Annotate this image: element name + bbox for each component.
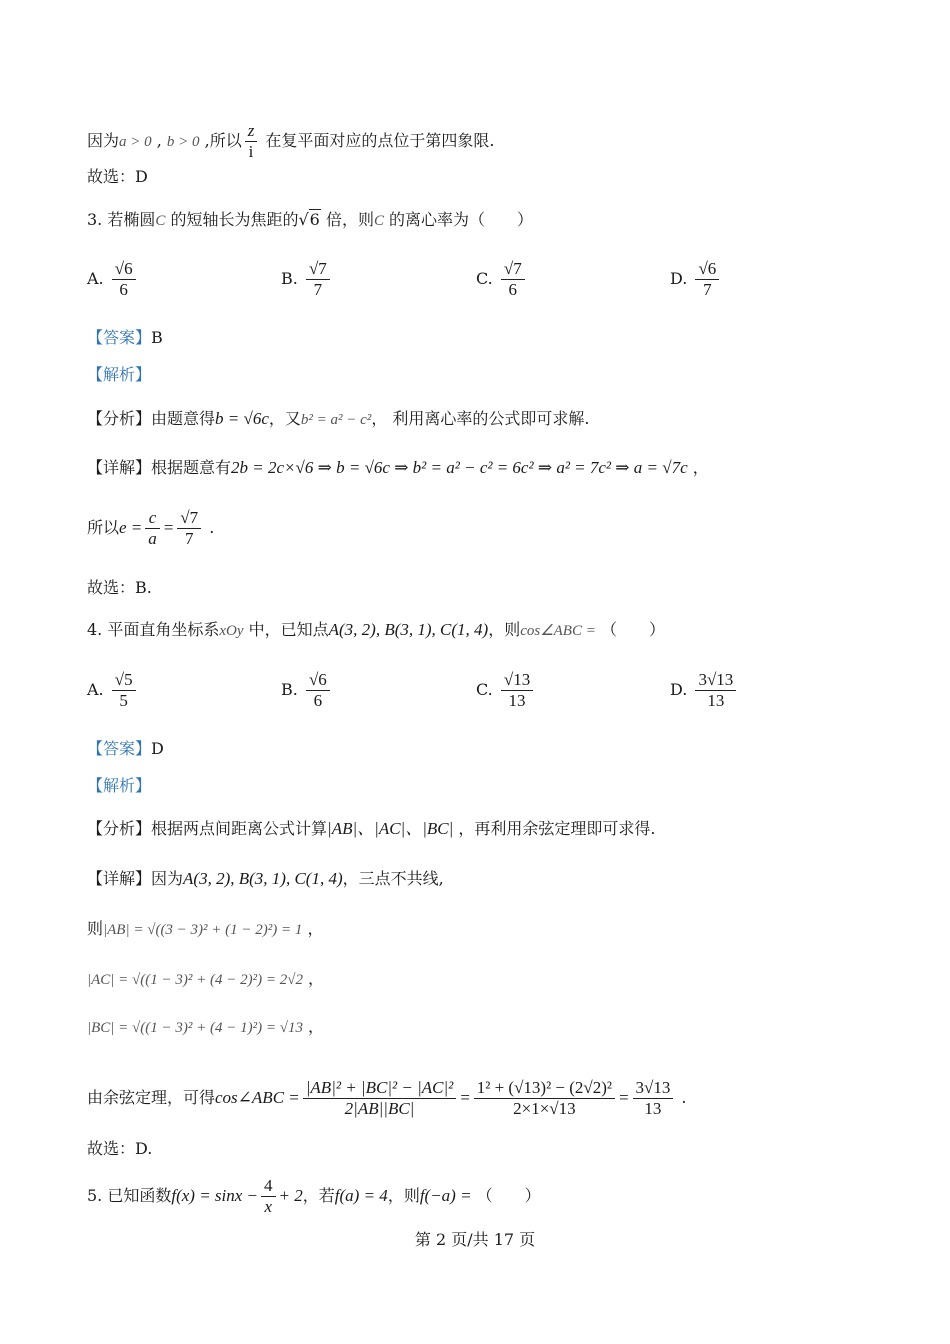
answer-choice-line: 故选：D. [87, 1139, 153, 1158]
text-line: 因为a > 0 , b > 0 ,所以 $\frac{z}{i}$ 在复平面对应的点位于第四象限. [87, 121, 495, 161]
question-5: 5. 已知函数f(x) = sinx − $\frac{4}{x}$ + 2，若f(a) = 4，则f(−a) = （ ） [87, 1176, 541, 1216]
q4-option-d[interactable]: D. $\frac{3√13}{13}$ [670, 670, 739, 711]
analysis-tag: 【解析】 [87, 776, 152, 795]
page-footer: 第 2 页/共 17 页 [414, 1230, 536, 1249]
bc-distance-line: |BC| = √((1 − 3)² + (4 − 1)²) = √13 ， [87, 1017, 325, 1036]
fraction: $\frac{z}{i}$ [245, 121, 258, 162]
detail-line: 【详解】根据题意有2b = 2c×√6 ⇒ b = √6c ⇒ b² = a² − c² = 6c² ⇒ a² = 7c² ⇒ a = √7c ， [87, 458, 709, 477]
q3-option-c[interactable]: C. $\frac{√7}{6}$ [476, 259, 528, 300]
question-4: 4. 平面直角坐标系xOy 中，已知点A(3, 2), B(3, 1), C(1, 4)，则cos∠ABC = （ ） [87, 620, 665, 639]
analysis-line: 【分析】由题意得b = √6c，又b² = a² − c²， 利用离心率的公式即可求解. [87, 409, 590, 428]
sqrt: √6 [298, 210, 320, 229]
answer-choice-line: 故选：D [87, 167, 148, 186]
q3-option-b[interactable]: B. $\frac{√7}{7}$ [281, 259, 333, 300]
q4-option-a[interactable]: A. $\frac{√5}{5}$ [87, 670, 139, 711]
answer-choice-line: 故选：B. [87, 578, 152, 597]
detail-line: 【详解】因为A(3, 2), B(3, 1), C(1, 4)，三点不共线, [87, 869, 444, 888]
ab-distance-line: 则|AB| = √((3 − 3)² + (1 − 2)²) = 1 ， [87, 919, 324, 938]
q3-option-a[interactable]: A. $\frac{√6}{6}$ [87, 259, 139, 300]
q3-option-d[interactable]: D. $\frac{√6}{7}$ [670, 259, 722, 300]
eccentricity-line: 所以e = $\frac{c}{a}$ = $\frac{√7}{7}$ . [87, 508, 215, 548]
answer-line: 【答案】B [87, 328, 163, 347]
ac-distance-line: |AC| = √((1 − 3)² + (4 − 2)²) = 2√2 ， [87, 969, 325, 988]
analysis-tag: 【解析】 [87, 365, 152, 384]
cosine-law-line: 由余弦定理，可得cos∠ABC = $\frac{\text{|AB|² + |BC|² − |AC|²}}{2|AB||BC|}$ = $\frac{\text{1² + (√13)² − (2√2)²}}{2\times 1\times√13}$ = $\frac{3√13}{13}$ . [87, 1078, 687, 1118]
question-3: 3. 若椭圆C 的短轴长为焦距的√6 倍，则C 的离心率为（ ） [87, 210, 534, 229]
answer-line: 【答案】D [87, 739, 164, 758]
analysis-line: 【分析】根据两点间距离公式计算|AB|、|AC|、|BC| ，再利用余弦定理即可求得. [87, 819, 656, 838]
q4-option-c[interactable]: C. $\frac{√13}{13}$ [476, 670, 536, 711]
q4-option-b[interactable]: B. $\frac{√6}{6}$ [281, 670, 333, 711]
